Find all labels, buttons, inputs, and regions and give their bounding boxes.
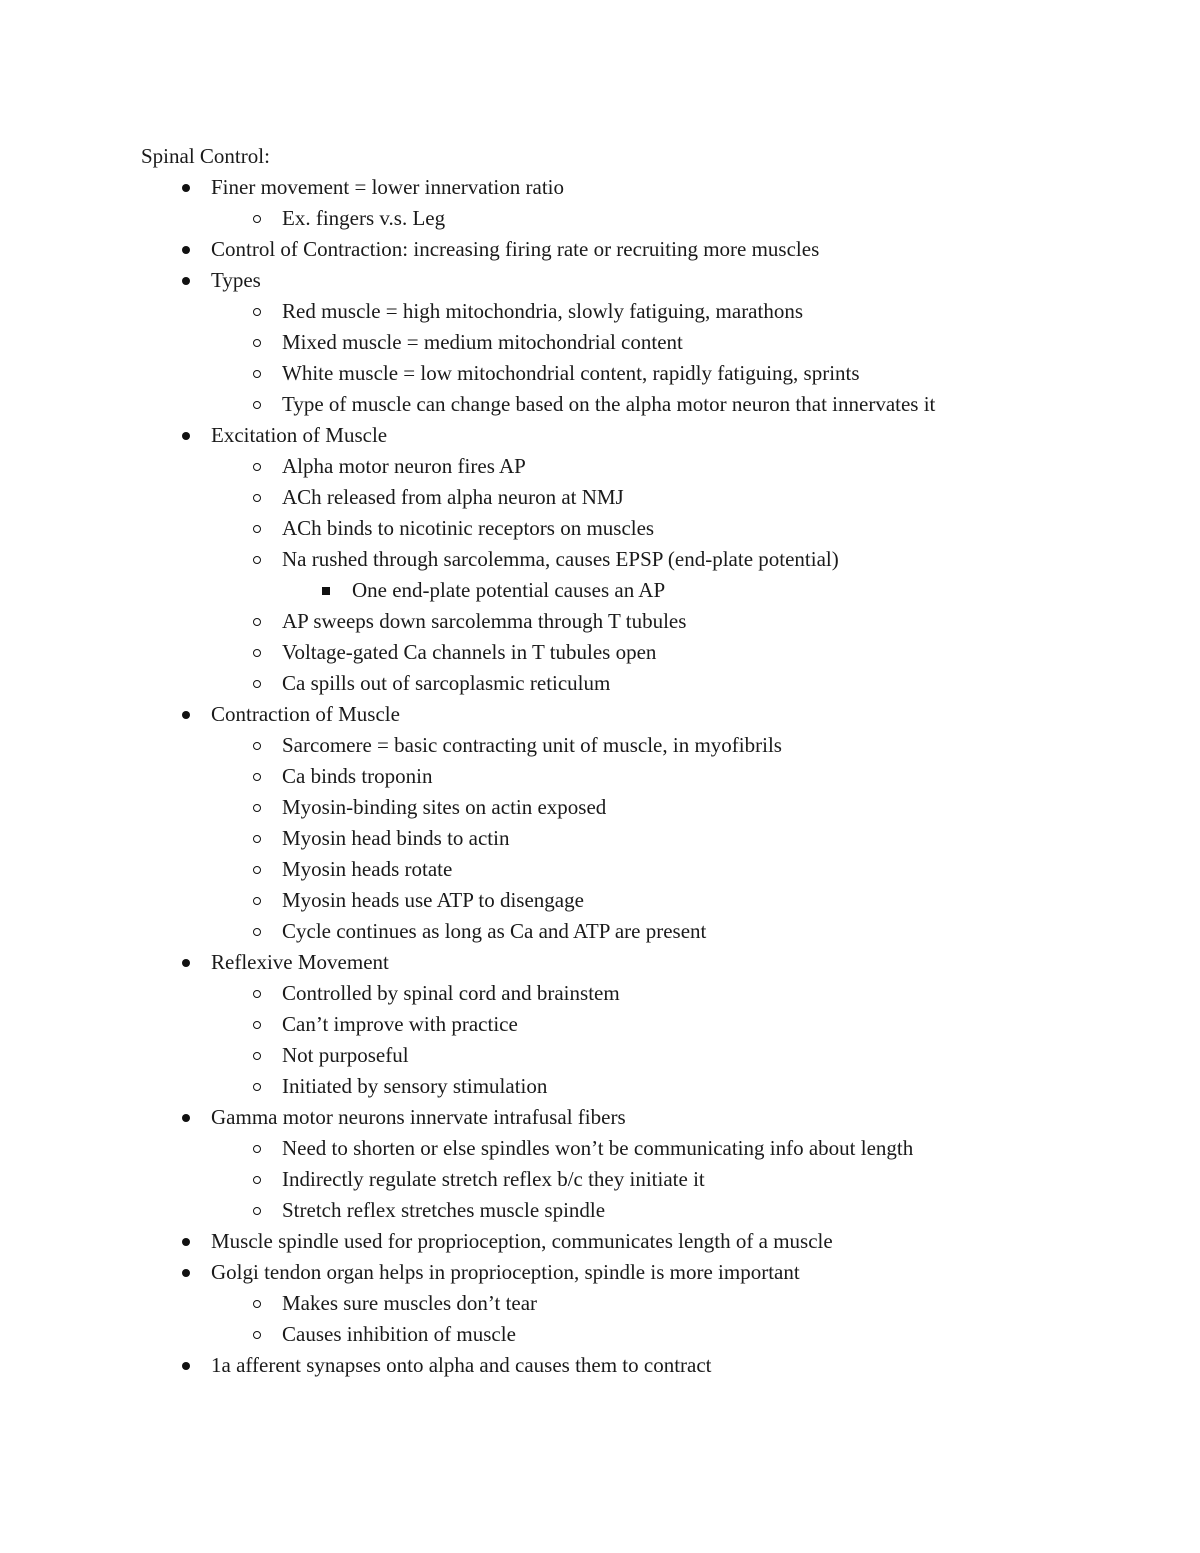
list-item	[141, 1257, 1101, 1288]
list-item-text: Na rushed through sarcolemma, causes EPSP (end-plate potential)	[282, 547, 839, 571]
bullet-icon	[179, 172, 195, 203]
page-title: Spinal Control:	[141, 144, 270, 168]
list-item	[141, 792, 1101, 823]
list-item-text: Types	[211, 268, 261, 292]
bullet-icon	[179, 1350, 195, 1381]
list-item	[141, 978, 1101, 1009]
bullet-icon	[179, 1226, 195, 1257]
hollow-bullet-icon	[250, 730, 266, 761]
list-item-text: Ca binds troponin	[282, 764, 433, 788]
hollow-bullet-icon	[250, 389, 266, 420]
bullet-icon	[179, 265, 195, 296]
list-item-text: Ca spills out of sarcoplasmic reticulum	[282, 671, 611, 695]
hollow-bullet-icon	[250, 451, 266, 482]
list-item-text: Myosin heads rotate	[282, 857, 453, 881]
notes-body	[141, 141, 1101, 1381]
bullet-icon	[179, 947, 195, 978]
list-item	[141, 389, 1101, 420]
list-item	[141, 234, 1101, 265]
list-item-text: Excitation of Muscle	[211, 423, 388, 447]
list-item	[141, 1102, 1101, 1133]
bullet-icon	[179, 699, 195, 730]
list-item	[141, 482, 1101, 513]
list-item	[141, 637, 1101, 668]
list-item	[141, 730, 1101, 761]
list-item	[141, 358, 1101, 389]
list-item-text: Ex. fingers v.s. Leg	[282, 206, 446, 230]
list-item	[141, 699, 1101, 730]
list-item-text: Contraction of Muscle	[211, 702, 400, 726]
bullet-icon	[179, 1102, 195, 1133]
list-item-text: Cycle continues as long as Ca and ATP are present	[282, 919, 707, 943]
hollow-bullet-icon	[250, 1040, 266, 1071]
hollow-bullet-icon	[250, 1195, 266, 1226]
list-item	[141, 668, 1101, 699]
list-item	[141, 1164, 1101, 1195]
list-item-text: Control of Contraction: increasing firing rate or recruiting more muscles	[211, 237, 820, 261]
list-item-text: Can’t improve with practice	[282, 1012, 518, 1036]
list-item-text: Finer movement = lower innervation ratio	[211, 175, 565, 199]
list-item	[141, 1319, 1101, 1350]
list-item	[141, 885, 1101, 916]
list-item-text: Mixed muscle = medium mitochondrial content	[282, 330, 683, 354]
hollow-bullet-icon	[250, 482, 266, 513]
hollow-bullet-icon	[250, 761, 266, 792]
hollow-bullet-icon	[250, 1164, 266, 1195]
list-item	[141, 296, 1101, 327]
list-item	[141, 513, 1101, 544]
bullet-icon	[179, 1257, 195, 1288]
list-item-text: Myosin heads use ATP to disengage	[282, 888, 584, 912]
hollow-bullet-icon	[250, 606, 266, 637]
list-item	[141, 327, 1101, 358]
hollow-bullet-icon	[250, 513, 266, 544]
list-item-text: Initiated by sensory stimulation	[282, 1074, 548, 1098]
hollow-bullet-icon	[250, 885, 266, 916]
list-item-text: Reflexive Movement	[211, 950, 389, 974]
list-item	[141, 575, 1101, 606]
bullet-list	[141, 172, 1101, 1381]
list-item-text: Sarcomere = basic contracting unit of muscle, in myofibrils	[282, 733, 782, 757]
hollow-bullet-icon	[250, 203, 266, 234]
list-item	[141, 1195, 1101, 1226]
list-item-text: Muscle spindle used for proprioception, communicates length of a muscle	[211, 1229, 833, 1253]
list-item	[141, 916, 1101, 947]
list-item-text: Controlled by spinal cord and brainstem	[282, 981, 620, 1005]
hollow-bullet-icon	[250, 637, 266, 668]
hollow-bullet-icon	[250, 358, 266, 389]
hollow-bullet-icon	[250, 1009, 266, 1040]
list-item	[141, 172, 1101, 203]
list-item	[141, 265, 1101, 296]
list-item-text: Need to shorten or else spindles won’t be communicating info about length	[282, 1136, 914, 1160]
hollow-bullet-icon	[250, 854, 266, 885]
list-item	[141, 1071, 1101, 1102]
hollow-bullet-icon	[250, 668, 266, 699]
list-item-text: ACh binds to nicotinic receptors on muscles	[282, 516, 655, 540]
hollow-bullet-icon	[250, 544, 266, 575]
list-item-text: AP sweeps down sarcolemma through T tubules	[282, 609, 687, 633]
list-item-text: ACh released from alpha neuron at NMJ	[282, 485, 624, 509]
hollow-bullet-icon	[250, 296, 266, 327]
hollow-bullet-icon	[250, 792, 266, 823]
list-item-text: 1a afferent synapses onto alpha and causes them to contract	[211, 1353, 712, 1377]
list-item-text: Red muscle = high mitochondria, slowly fatiguing, marathons	[282, 299, 804, 323]
list-item-text: Myosin-binding sites on actin exposed	[282, 795, 607, 819]
list-item-text: Indirectly regulate stretch reflex b/c they initiate it	[282, 1167, 705, 1191]
list-item-text: Voltage-gated Ca channels in T tubules open	[282, 640, 657, 664]
list-item-text: Not purposeful	[282, 1043, 409, 1067]
list-item	[141, 1009, 1101, 1040]
bullet-icon	[179, 234, 195, 265]
list-item	[141, 1040, 1101, 1071]
list-item	[141, 606, 1101, 637]
hollow-bullet-icon	[250, 327, 266, 358]
list-item	[141, 420, 1101, 451]
hollow-bullet-icon	[250, 916, 266, 947]
list-item	[141, 1288, 1101, 1319]
list-item	[141, 1133, 1101, 1164]
hollow-bullet-icon	[250, 823, 266, 854]
list-item	[141, 544, 1101, 575]
square-bullet-icon	[319, 575, 335, 606]
hollow-bullet-icon	[250, 1071, 266, 1102]
list-item	[141, 761, 1101, 792]
list-item	[141, 451, 1101, 482]
hollow-bullet-icon	[250, 1133, 266, 1164]
list-item-text: Gamma motor neurons innervate intrafusal fibers	[211, 1105, 626, 1129]
list-item-text: Myosin head binds to actin	[282, 826, 510, 850]
list-item-text: One end-plate potential causes an AP	[352, 578, 666, 602]
list-item	[141, 203, 1101, 234]
list-item-text: Alpha motor neuron fires AP	[282, 454, 526, 478]
list-item-text: Makes sure muscles don’t tear	[282, 1291, 538, 1315]
list-item-text: Stretch reflex stretches muscle spindle	[282, 1198, 606, 1222]
list-item-text: Golgi tendon organ helps in proprioception, spindle is more important	[211, 1260, 800, 1284]
list-item	[141, 823, 1101, 854]
hollow-bullet-icon	[250, 1319, 266, 1350]
bullet-icon	[179, 420, 195, 451]
hollow-bullet-icon	[250, 978, 266, 1009]
list-item-text: Type of muscle can change based on the alpha motor neuron that innervates it	[282, 392, 936, 416]
hollow-bullet-icon	[250, 1288, 266, 1319]
list-item	[141, 1226, 1101, 1257]
list-item	[141, 1350, 1101, 1381]
list-item-text: White muscle = low mitochondrial content, rapidly fatiguing, sprints	[282, 361, 860, 385]
list-item-text: Causes inhibition of muscle	[282, 1322, 516, 1346]
list-item	[141, 947, 1101, 978]
list-item	[141, 854, 1101, 885]
